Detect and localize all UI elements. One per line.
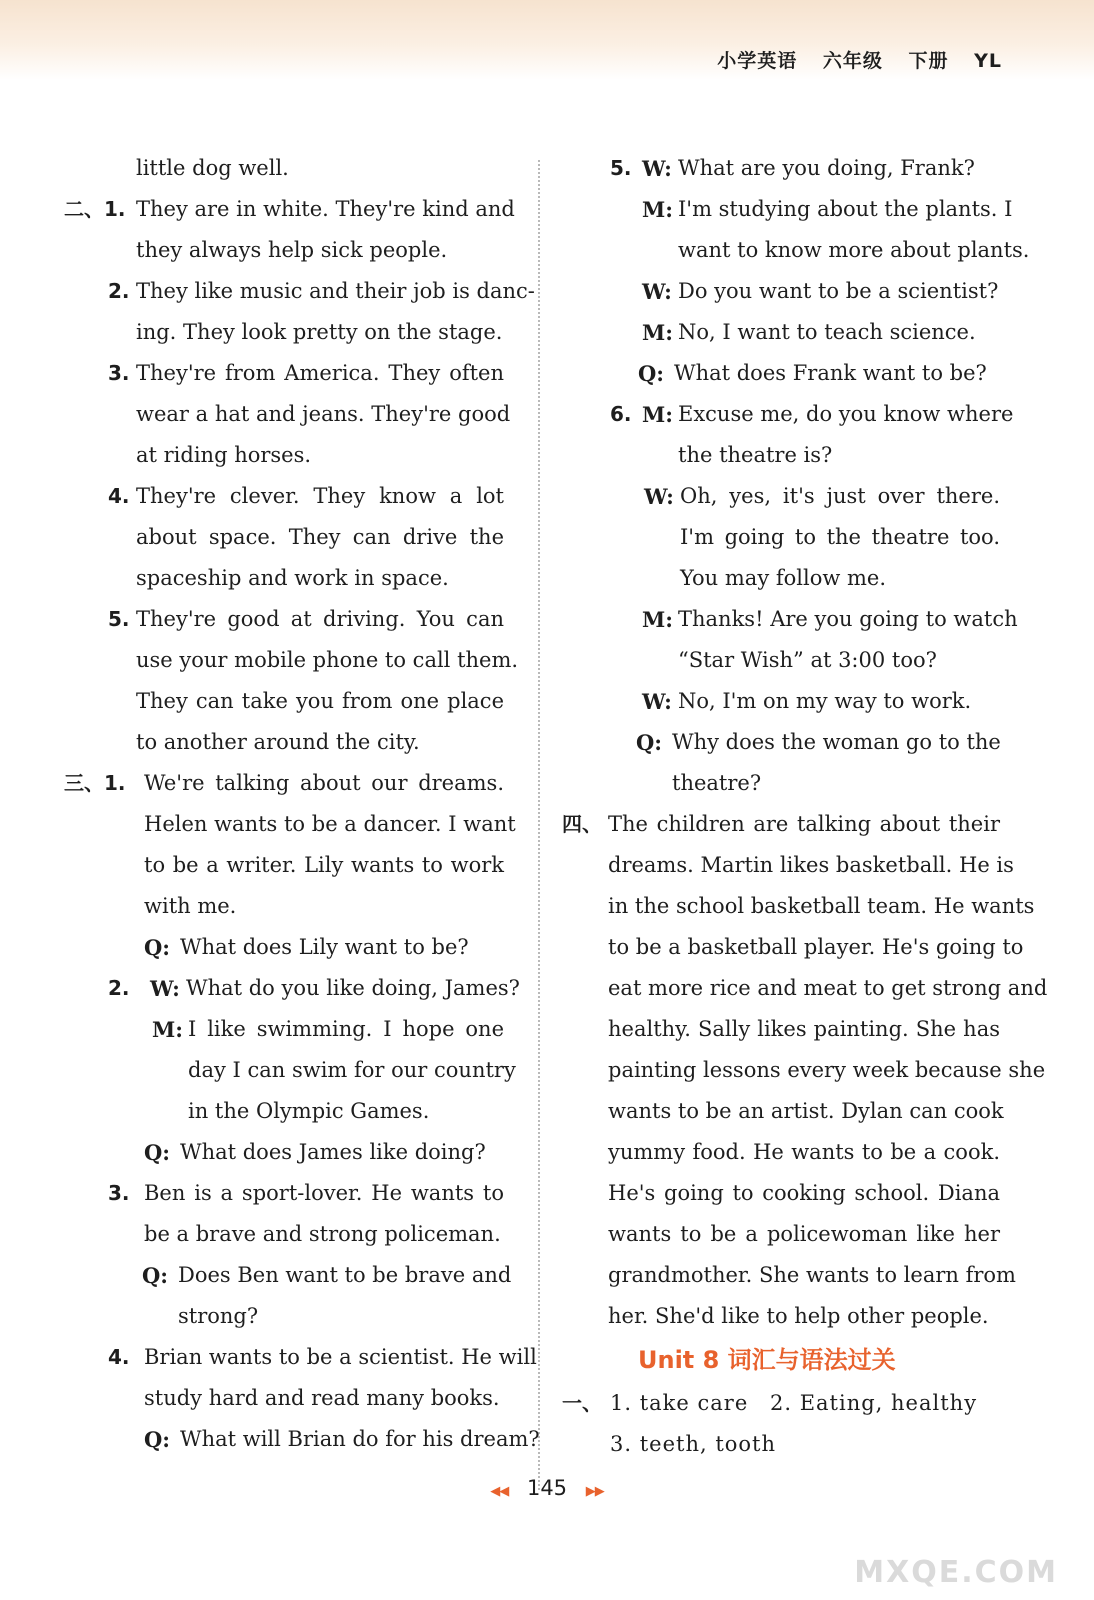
line-text: Ben is a sport-lover. He wants to: [144, 1181, 504, 1205]
answer-line: [60, 1296, 518, 1337]
speaker-label: Q:: [144, 1427, 171, 1452]
answer-line: [60, 558, 518, 599]
answer-line: [566, 927, 1024, 968]
line-text: to be a writer. Lily wants to work: [144, 853, 504, 877]
speaker-label: W:: [644, 484, 674, 509]
edition-label: YL: [974, 50, 1002, 72]
line-text: You may follow me.: [680, 566, 887, 590]
speaker-label: Q:: [636, 730, 663, 755]
answer-line: [566, 353, 1006, 394]
answer-line: [566, 517, 1006, 558]
line-text: Thanks! Are you going to watch: [678, 607, 1018, 631]
answer-line: [566, 230, 1030, 271]
answer-line: [60, 1050, 518, 1091]
answer-line: [566, 1009, 1006, 1050]
page-number: 145: [526, 1476, 568, 1500]
speaker-label: W:: [150, 976, 180, 1001]
answer-line: [566, 394, 1014, 435]
answer-line: [566, 722, 1006, 763]
answer-line: [566, 1050, 1046, 1091]
answer-line: [60, 845, 518, 886]
answer-line: [566, 845, 1014, 886]
answer-line: [566, 1296, 1006, 1337]
vocab-answers: [562, 1383, 1006, 1465]
answer-line: [566, 1091, 1006, 1132]
grade-label: 六年级: [822, 50, 883, 72]
answer-line: [60, 353, 518, 394]
vocab-line: [562, 1383, 1006, 1424]
vocab-answer: 2. Eating, healthy: [770, 1391, 978, 1415]
answer-line: [60, 1255, 518, 1296]
line-text: in the school basketball team. He wants: [608, 894, 1035, 918]
answer-line: [60, 1214, 518, 1255]
line-text: They're from America. They often: [136, 361, 504, 385]
line-text: Why does the woman go to the: [672, 730, 1001, 754]
line-text: spaceship and work in space.: [136, 566, 449, 590]
line-text: Oh, yes, it's just over there.: [680, 484, 1000, 508]
line-text: wants to be an artist. Dylan can cook: [608, 1099, 1004, 1123]
line-text: in the Olympic Games.: [188, 1099, 430, 1123]
line-text: strong?: [178, 1304, 259, 1328]
answer-line: [60, 1378, 518, 1419]
answer-line: [60, 681, 518, 722]
line-text: They can take you from one place: [136, 689, 504, 713]
answer-line: [60, 886, 518, 927]
speaker-label: W:: [642, 156, 672, 181]
answer-line: [566, 1132, 1006, 1173]
line-text: Does Ben want to be brave and: [178, 1263, 512, 1287]
speaker-label: M:: [642, 402, 673, 427]
line-text: study hard and read many books.: [144, 1386, 500, 1410]
line-text: What does Lily want to be?: [180, 935, 469, 959]
answer-line: [60, 804, 518, 845]
line-text: grandmother. She wants to learn from: [608, 1263, 1016, 1287]
line-text: be a brave and strong policeman.: [144, 1222, 501, 1246]
answer-line: [60, 148, 518, 189]
item-number: 4.: [108, 1345, 130, 1369]
item-number: 6.: [610, 402, 632, 426]
line-text: her. She'd like to help other people.: [608, 1304, 989, 1328]
line-text: What does James like doing?: [180, 1140, 486, 1164]
answer-line: [566, 148, 1006, 189]
line-text: Brian wants to be a scientist. He will: [144, 1345, 537, 1369]
line-text: at riding horses.: [136, 443, 312, 467]
line-text: I like swimming. I hope one: [188, 1017, 504, 1041]
watermark-logo: MXQE.COM: [854, 1555, 1058, 1590]
answer-line: [60, 968, 518, 1009]
item-number: 3.: [108, 1181, 130, 1205]
answer-line: [60, 722, 518, 763]
line-text: eat more rice and meat to get strong and: [608, 976, 1048, 1000]
answer-line: [60, 927, 518, 968]
line-text: to be a basketball player. He's going to: [608, 935, 1024, 959]
line-text: with me.: [144, 894, 237, 918]
speaker-label: M:: [642, 197, 673, 222]
answer-line: [566, 476, 1006, 517]
line-text: He's going to cooking school. Diana: [608, 1181, 1000, 1205]
volume-label: 下册: [908, 50, 949, 72]
answer-line: [60, 1132, 518, 1173]
speaker-label: M:: [152, 1017, 183, 1042]
answer-line: [60, 435, 518, 476]
prev-arrow-icon: ◀◀: [490, 1484, 509, 1499]
answer-line: [566, 599, 1018, 640]
line-text: I'm going to the theatre too.: [680, 525, 1000, 549]
answer-line: [566, 189, 1013, 230]
line-text: What are you doing, Frank?: [678, 156, 975, 180]
item-number: 二、1.: [64, 197, 126, 221]
line-text: What do you like doing, James?: [186, 976, 520, 1000]
answer-line: [566, 968, 1048, 1009]
answer-line: [60, 517, 518, 558]
line-text: theatre?: [672, 771, 762, 795]
item-number: 3.: [108, 361, 130, 385]
right-column-lines: [562, 148, 1048, 1337]
answer-line: [562, 804, 1006, 845]
answer-line: [566, 312, 1006, 353]
line-text: They are in white. They're kind and: [136, 197, 515, 221]
next-arrow-icon: ▶▶: [585, 1484, 604, 1499]
answer-line: [566, 1214, 1006, 1255]
line-text: Do you want to be a scientist?: [678, 279, 999, 303]
line-text: No, I'm on my way to work.: [678, 689, 972, 713]
vocab-answer: 1. take care: [610, 1391, 749, 1415]
line-text: little dog well.: [136, 156, 289, 180]
item-number: 5.: [610, 156, 632, 180]
line-text: they always help sick people.: [136, 238, 448, 262]
item-number: 4.: [108, 484, 130, 508]
answer-line: [566, 558, 1006, 599]
answer-line: [566, 271, 1006, 312]
line-text: about space. They can drive the: [136, 525, 504, 549]
line-text: to another around the city.: [136, 730, 420, 754]
item-number: 四、: [562, 812, 602, 836]
answer-line: [566, 681, 1006, 722]
answer-line: [566, 1173, 1006, 1214]
section-number: 一、: [562, 1391, 602, 1415]
line-text: day I can swim for our country: [188, 1058, 516, 1082]
line-text: the theatre is?: [678, 443, 833, 467]
answer-line: [60, 1337, 537, 1378]
line-text: Excuse me, do you know where: [678, 402, 1014, 426]
speaker-label: W:: [642, 279, 672, 304]
answer-line: [60, 1419, 540, 1460]
line-text: use your mobile phone to call them.: [136, 648, 519, 672]
line-text: wear a hat and jeans. They're good: [136, 402, 511, 426]
line-text: They like music and their job is danc-: [136, 279, 535, 303]
answer-line: [566, 435, 1006, 476]
line-text: Helen wants to be a dancer. I want: [144, 812, 516, 836]
column-divider: [538, 160, 540, 1490]
answer-line: [566, 763, 1006, 804]
answer-line: [60, 1009, 518, 1050]
answer-line: [60, 189, 518, 230]
line-text: wants to be a policewoman like her: [608, 1222, 1000, 1246]
item-number: 三、1.: [64, 771, 126, 795]
answer-line: [60, 312, 518, 353]
line-text: They're good at driving. You can: [136, 607, 504, 631]
page-header: [699, 46, 1002, 73]
line-text: painting lessons every week because she: [608, 1058, 1046, 1082]
item-number: 5.: [108, 607, 130, 631]
answer-line: [60, 230, 518, 271]
item-number: 2.: [108, 976, 130, 1000]
speaker-label: Q:: [638, 361, 665, 386]
speaker-label: M:: [642, 607, 673, 632]
answer-line: [60, 394, 518, 435]
line-text: I'm studying about the plants. I: [678, 197, 1013, 221]
right-column: [562, 148, 1048, 1465]
answer-line: [60, 1173, 518, 1214]
answer-line: [60, 476, 518, 517]
vocab-line: [566, 1424, 1006, 1465]
speaker-label: W:: [642, 689, 672, 714]
answer-line: [60, 763, 518, 804]
speaker-label: Q:: [142, 1263, 169, 1288]
answer-line: [60, 640, 518, 681]
line-text: We're talking about our dreams.: [144, 771, 504, 795]
line-text: healthy. Sally likes painting. She has: [608, 1017, 1000, 1041]
answer-line: [566, 640, 1006, 681]
page-footer: [0, 1476, 1094, 1500]
subject-label: 小学英语: [717, 50, 798, 72]
line-text: ing. They look pretty on the stage.: [136, 320, 503, 344]
answer-line: [60, 271, 535, 312]
line-text: The children are talking about their: [608, 812, 1000, 836]
answer-line: [60, 599, 518, 640]
answer-line: [60, 1091, 518, 1132]
item-number: 2.: [108, 279, 130, 303]
left-column: [60, 148, 540, 1460]
speaker-label: M:: [642, 320, 673, 345]
line-text: No, I want to teach science.: [678, 320, 976, 344]
line-text: What does Frank want to be?: [674, 361, 987, 385]
line-text: What will Brian do for his dream?: [180, 1427, 540, 1451]
vocab-answer: 3. teeth, tooth: [610, 1432, 777, 1456]
answer-line: [566, 1255, 1016, 1296]
line-text: dreams. Martin likes basketball. He is: [608, 853, 1014, 877]
answer-line: [566, 886, 1035, 927]
unit-title: Unit 8 词汇与语法过关: [638, 1346, 896, 1374]
speaker-label: Q:: [144, 1140, 171, 1165]
speaker-label: Q:: [144, 935, 171, 960]
line-text: want to know more about plants.: [678, 238, 1030, 262]
line-text: They're clever. They know a lot: [136, 484, 504, 508]
line-text: yummy food. He wants to be a cook.: [608, 1140, 1000, 1164]
line-text: “Star Wish” at 3:00 too?: [678, 648, 937, 672]
